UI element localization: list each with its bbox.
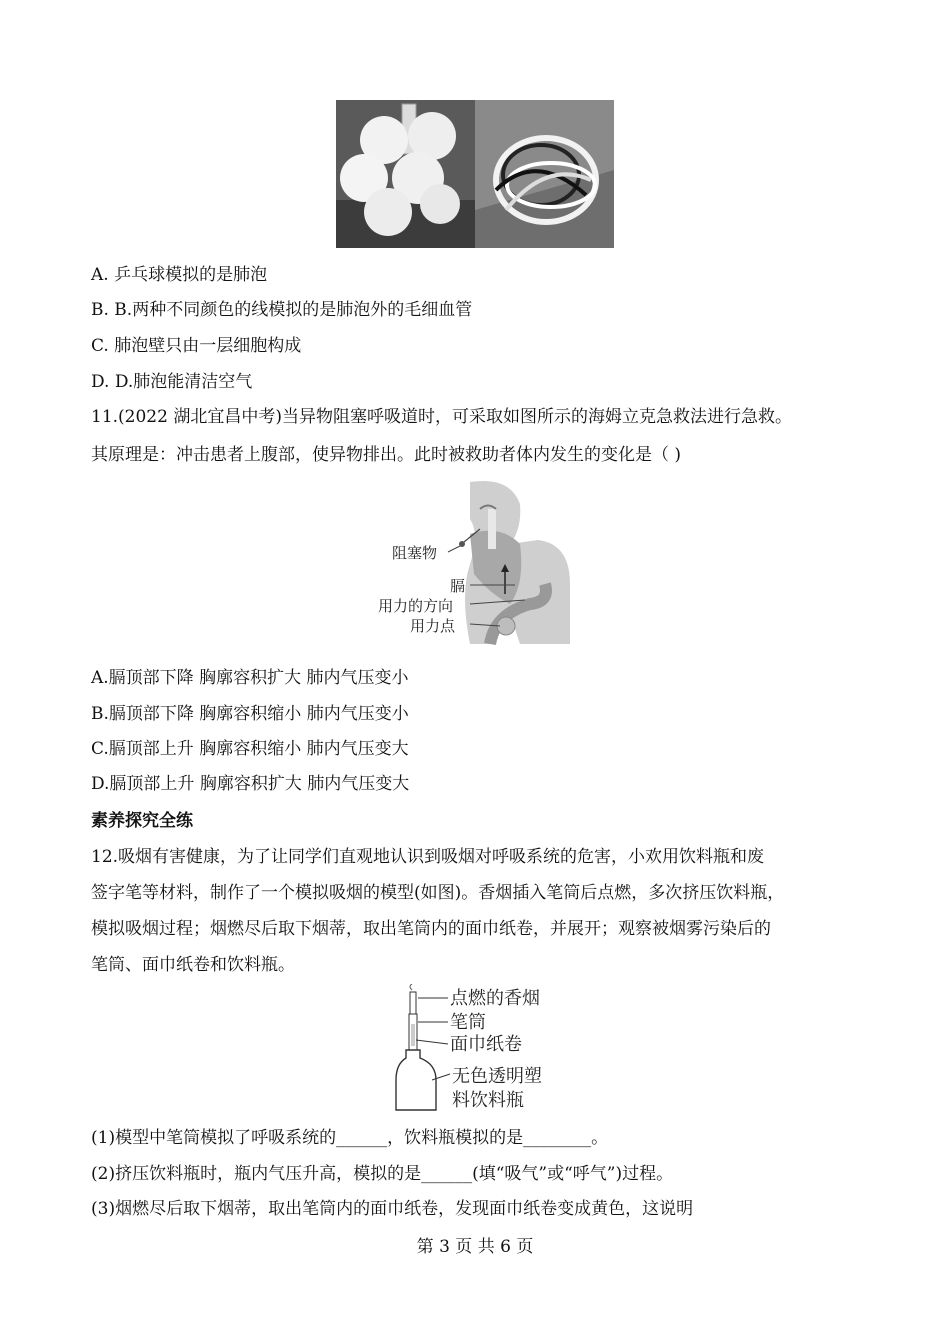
label-tissue-roll: 面巾纸卷 (450, 1034, 522, 1055)
q12-stem-line-4: 笔筒、面巾纸卷和饮料瓶。 (91, 955, 295, 975)
label-bottle-line1: 无色透明塑 (452, 1066, 542, 1087)
heimlich-figure (370, 474, 580, 650)
q10-option-a: A. 乒乓球模拟的是肺泡 (91, 265, 268, 285)
label-force-direction: 用力的方向 (378, 597, 454, 615)
q12-stem-line-2: 签字笔等材料，制作了一个模拟吸烟的模型(如图)。香烟插入笔筒后点燃，多次挤压饮料瓶， (91, 883, 785, 903)
q10-option-c: C. 肺泡壁只由一层细胞构成 (91, 336, 302, 356)
section-title: 素养探究全练 (91, 811, 193, 831)
q12-stem-line-3: 模拟吸烟过程；烟燃尽后取下烟蒂，取出笔筒内的面巾纸卷，并展开；观察被烟雾污染后的 (91, 919, 771, 939)
q11-option-a: A.膈顶部下降 胸廓容积扩大 肺内气压变小 (91, 668, 409, 688)
q11-option-b: B.膈顶部下降 胸廓容积缩小 肺内气压变小 (91, 704, 409, 724)
q11-stem-line-2: 其原理是：冲击患者上腹部，使异物排出。此时被救助者体内发生的变化是（ ) (91, 445, 682, 465)
label-obstruction: 阻塞物 (392, 544, 438, 562)
label-force-point: 用力点 (410, 617, 456, 635)
q12-sub-question-2: (2)挤压饮料瓶时，瓶内气压升高，模拟的是______(填“吸气”或“呼气”)过程。 (91, 1164, 674, 1184)
label-cigarette: 点燃的香烟 (450, 988, 540, 1009)
page-footer: 第 3 页 共 6 页 (416, 1237, 534, 1257)
alveoli-model-photo (336, 100, 614, 248)
q11-stem-line-1: 11.(2022 湖北宜昌中考)当异物阻塞呼吸道时，可采取如图所示的海姆立克急救法进行急救。 (91, 407, 792, 427)
q12-sub-question-3: (3)烟燃尽后取下烟蒂，取出笔筒内的面巾纸卷，发现面巾纸卷变成黄色，这说明 (91, 1199, 694, 1219)
label-bottle-line2: 料饮料瓶 (452, 1090, 524, 1111)
q12-stem-line-1: 12.吸烟有害健康，为了让同学们直观地认识到吸烟对呼吸系统的危害，小欢用饮料瓶和废 (91, 847, 765, 867)
q10-option-b: B. B.两种不同颜色的线模拟的是肺泡外的毛细血管 (91, 300, 473, 320)
q11-option-c: C.膈顶部上升 胸廓容积缩小 肺内气压变大 (91, 739, 409, 759)
q10-option-d: D. D.肺泡能清洁空气 (91, 372, 253, 392)
q12-sub-question-1: (1)模型中笔筒模拟了呼吸系统的______，饮料瓶模拟的是________。 (91, 1128, 609, 1148)
label-pen-tube: 笔筒 (450, 1012, 486, 1033)
smoking-model-figure (392, 984, 562, 1114)
label-diaphragm: 膈 (450, 577, 466, 595)
q11-option-d: D.膈顶部上升 胸廓容积扩大 肺内气压变大 (91, 774, 410, 794)
